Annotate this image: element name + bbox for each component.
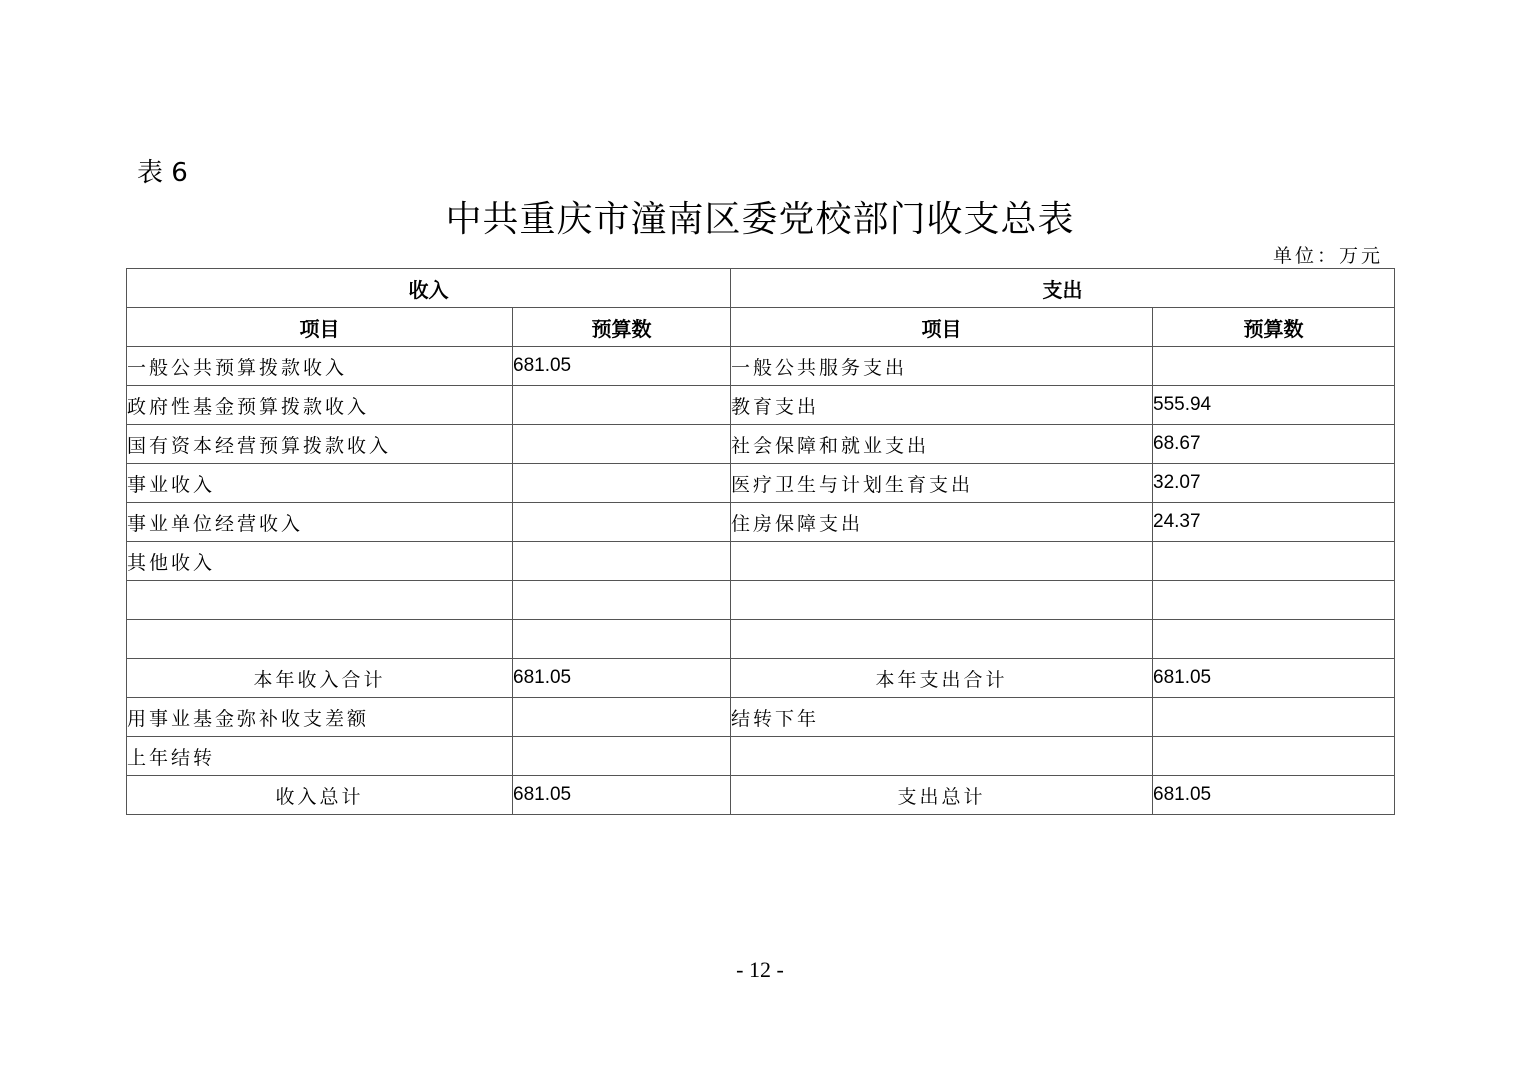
income-item-cell [127, 620, 513, 659]
unit-note: 单位：万元 [1272, 245, 1383, 267]
income-subtotal-value: 681.05 [513, 659, 731, 698]
expense-item-cell [731, 620, 1153, 659]
expense-value-cell: 32.07 [1153, 464, 1395, 503]
expense-item-cell [731, 737, 1153, 776]
expense-item-cell: 医疗卫生与计划生育支出 [731, 464, 1153, 503]
expense-total-value: 681.05 [1153, 776, 1395, 815]
income-item-column-header: 项目 [127, 308, 513, 347]
income-total-value: 681.05 [513, 776, 731, 815]
table-group-header-row [127, 269, 1395, 308]
table-row [127, 620, 1395, 659]
expense-value-cell [1153, 347, 1395, 386]
income-value-cell [513, 620, 731, 659]
income-item-cell: 政府性基金预算拨款收入 [127, 386, 513, 425]
expense-item-cell: 一般公共服务支出 [731, 347, 1153, 386]
expense-item-cell: 教育支出 [731, 386, 1153, 425]
table-row [127, 503, 1395, 542]
expense-item-cell: 社会保障和就业支出 [731, 425, 1153, 464]
income-budget-column-header: 预算数 [513, 308, 731, 347]
income-value-cell [513, 542, 731, 581]
income-item-cell: 其他收入 [127, 542, 513, 581]
table-row [127, 464, 1395, 503]
income-item-cell: 上年结转 [127, 737, 513, 776]
income-header: 收入 [127, 269, 731, 308]
expense-value-cell [1153, 581, 1395, 620]
income-item-cell: 事业收入 [127, 464, 513, 503]
income-item-cell: 一般公共预算拨款收入 [127, 347, 513, 386]
income-item-cell: 事业单位经营收入 [127, 503, 513, 542]
income-value-cell [513, 737, 731, 776]
expense-value-cell [1153, 542, 1395, 581]
table-row-subtotal [127, 659, 1395, 698]
expense-value-cell: 24.37 [1153, 503, 1395, 542]
table-row [127, 425, 1395, 464]
expense-subtotal-value: 681.05 [1153, 659, 1395, 698]
table-row [127, 542, 1395, 581]
income-item-cell: 用事业基金弥补收支差额 [127, 698, 513, 737]
expense-value-cell: 68.67 [1153, 425, 1395, 464]
expense-item-cell: 住房保障支出 [731, 503, 1153, 542]
expense-item-cell [731, 581, 1153, 620]
income-item-cell: 国有资本经营预算拨款收入 [127, 425, 513, 464]
income-value-cell: 681.05 [513, 347, 731, 386]
income-value-cell [513, 464, 731, 503]
income-total-label: 收入总计 [127, 776, 513, 815]
expense-header: 支出 [731, 269, 1395, 308]
table-row [127, 698, 1395, 737]
income-value-cell [513, 581, 731, 620]
expense-value-cell [1153, 737, 1395, 776]
expense-subtotal-label: 本年支出合计 [731, 659, 1153, 698]
expense-item-column-header: 项目 [731, 308, 1153, 347]
table-row [127, 581, 1395, 620]
expense-item-cell [731, 542, 1153, 581]
table-row-total [127, 776, 1395, 815]
page-number: - 12 - [736, 957, 784, 982]
income-value-cell [513, 698, 731, 737]
income-item-cell [127, 581, 513, 620]
table-label: 表 6 [137, 158, 188, 188]
table-row [127, 386, 1395, 425]
expense-budget-column-header: 预算数 [1153, 308, 1395, 347]
expense-total-label: 支出总计 [731, 776, 1153, 815]
expense-value-cell [1153, 698, 1395, 737]
expense-value-cell [1153, 620, 1395, 659]
page-title: 中共重庆市潼南区委党校部门收支总表 [445, 199, 1075, 240]
table-row [127, 737, 1395, 776]
expense-value-cell: 555.94 [1153, 386, 1395, 425]
income-value-cell [513, 503, 731, 542]
income-value-cell [513, 386, 731, 425]
table-row [127, 347, 1395, 386]
budget-summary-table [126, 268, 1395, 815]
income-value-cell [513, 425, 731, 464]
expense-item-cell: 结转下年 [731, 698, 1153, 737]
income-subtotal-label: 本年收入合计 [127, 659, 513, 698]
table-column-header-row [127, 308, 1395, 347]
